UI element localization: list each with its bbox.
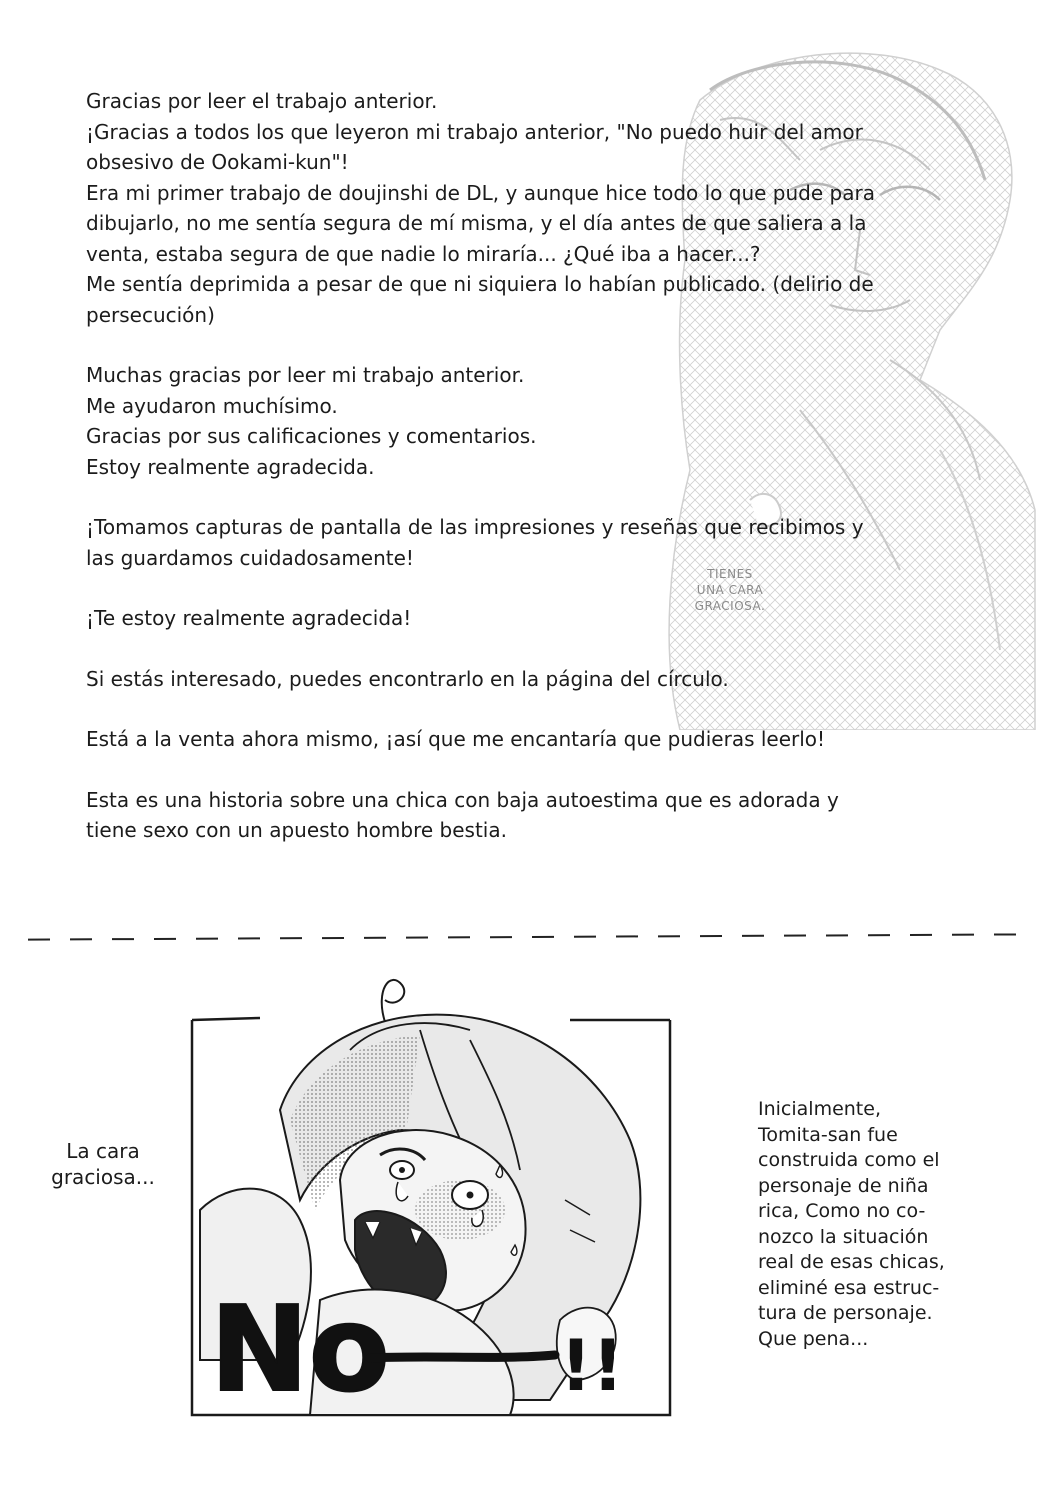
text-line: tiene sexo con un apuesto hombre bestia. xyxy=(86,818,507,842)
caption-line: real de esas chicas, xyxy=(758,1251,945,1273)
caption-line: eliminé esa estruc- xyxy=(758,1276,940,1299)
text-line: Gracias por leer el trabajo anterior. xyxy=(86,89,438,113)
side-caption-left xyxy=(38,1138,168,1190)
afterword-text xyxy=(86,86,946,876)
text-line: Si estás interesado, puedes encontrarlo en la página del círculo. xyxy=(86,666,729,691)
text-line: Gracias por sus calificaciones y comentarios. xyxy=(86,424,537,448)
text-line: dibujarlo, no me sentía segura de mí misma, y el día antes de que saliera a la xyxy=(86,211,867,235)
caption-line: tura de personaje. xyxy=(758,1302,933,1324)
caption-line: graciosa... xyxy=(51,1165,155,1189)
caption-line: construida como el xyxy=(758,1149,940,1171)
note-line: GRACIOSA. xyxy=(694,599,766,613)
afterword-paragraph xyxy=(86,785,946,846)
note-line: TIENES xyxy=(707,567,753,581)
text-line: ¡Tomamos capturas de pantalla de las impresiones y reseñas que recibimos y xyxy=(86,515,864,539)
afterword-paragraph xyxy=(86,603,946,634)
afterword-paragraph xyxy=(86,724,946,755)
dashed-divider xyxy=(28,930,1028,944)
text-line: Estoy realmente agradecida. xyxy=(86,454,375,479)
text-line: persecución) xyxy=(86,302,215,327)
panel-shout-text: No xyxy=(210,1280,390,1418)
caption-line: rica, Como no co- xyxy=(758,1200,926,1222)
text-line: obsesivo de Ookami-kun"! xyxy=(86,150,349,174)
side-caption-right xyxy=(758,1097,1008,1352)
text-line: Muchas gracias por leer mi trabajo anterior. xyxy=(86,363,525,387)
afterword-paragraph xyxy=(86,360,946,482)
text-line: ¡Gracias a todos los que leyeron mi trabajo anterior, "No puedo huir del amor xyxy=(86,119,863,144)
text-line: Era mi primer trabajo de doujinshi de DL, y aunque hice todo lo que pude para xyxy=(86,180,875,205)
text-line: ¡Te estoy realmente agradecida! xyxy=(86,606,412,630)
caption-line: nozco la situación xyxy=(758,1225,929,1248)
text-line: las guardamos cuidadosamente! xyxy=(86,545,414,570)
caption-line: Tomita-san fue xyxy=(758,1123,898,1146)
caption-line: personaje de niña xyxy=(758,1174,929,1197)
caption-line: Inicialmente, xyxy=(758,1098,881,1120)
afterword-paragraph xyxy=(86,664,946,695)
manga-panel xyxy=(170,960,680,1430)
text-line: Está a la venta ahora mismo, ¡así que me encantaría que pudieras leerlo! xyxy=(86,727,826,751)
text-line: venta, estaba segura de que nadie lo miraría... ¿Qué iba a hacer...? xyxy=(86,241,761,266)
afterword-paragraph xyxy=(86,512,946,573)
text-line: Me ayudaron muchísimo. xyxy=(86,393,338,418)
text-line: Esta es una historia sobre una chica con baja autoestima que es adorada y xyxy=(86,787,839,812)
text-line: Me sentía deprimida a pesar de que ni siquiera lo habían publicado. (delirio de xyxy=(86,272,874,296)
caption-line: La cara xyxy=(66,1139,140,1163)
panel-bang-text: !! xyxy=(560,1325,624,1407)
afterword-paragraph xyxy=(86,86,946,330)
note-line: UNA CARA xyxy=(696,583,764,597)
caption-line: Que pena... xyxy=(758,1327,869,1350)
